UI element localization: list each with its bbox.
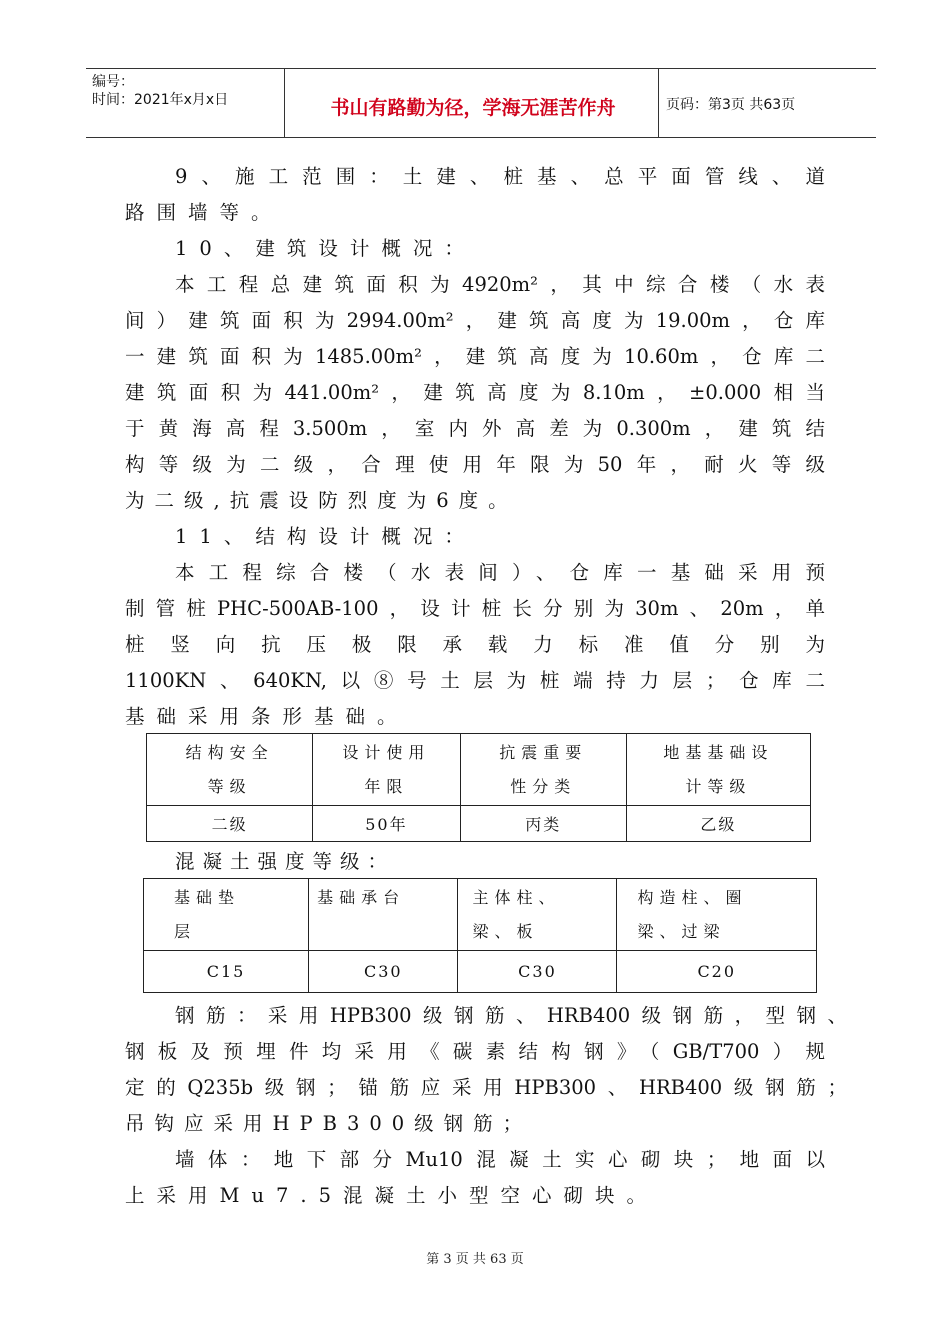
text-line: 钢板及预埋件均采用《碳素结构钢》（GB/T700）规 (125, 1040, 825, 1063)
header-text: 梁、过梁 (637, 922, 726, 941)
table-header-cell (309, 879, 458, 951)
header-divider (284, 69, 285, 137)
header-text: 基础垫 (174, 888, 241, 907)
header-text: 基础承台 (317, 888, 406, 907)
header-meta (92, 73, 228, 109)
serial-label: 编号： (92, 74, 134, 90)
header-text: 地基基础设 (663, 743, 774, 762)
header-text: 设计使用 (342, 743, 431, 762)
table-value-cell: C15 (144, 951, 309, 993)
header-text: 构造柱、圈 (637, 888, 748, 907)
header-motto: 书山有路勤为径，学海无涯苦作舟 (330, 97, 616, 119)
concrete-label: 混凝土强度等级： (175, 850, 396, 873)
table-header-cell (313, 734, 460, 806)
section-heading: 10、建筑设计概况： (175, 237, 476, 260)
header-text: 层 (174, 922, 197, 941)
text-line: 9、施工范围：土建、桩基、总平面管线、道 (175, 165, 825, 188)
header-page-info: 页码：第3页 共63页 (666, 97, 796, 113)
time-label: 时间：2021年x月x日 (92, 92, 229, 108)
concrete-strength-table (143, 878, 817, 993)
table-header-cell (626, 734, 810, 806)
header-text: 梁、板 (472, 922, 539, 941)
text-line: 一建筑面积为1485.00m²，建筑高度为10.60m，仓库二 (125, 345, 825, 368)
text-line: 于黄海高程3.500m，室内外高差为0.300m，建筑结 (125, 417, 825, 440)
table-value-cell: 50年 (313, 806, 460, 842)
section-heading: 11、结构设计概况： (175, 525, 476, 548)
header-text: 等级 (207, 777, 252, 796)
text-line: 钢筋：采用HPB300级钢筋、HRB400级钢筋，型钢、 (175, 1004, 847, 1027)
header-text: 结构安全 (185, 743, 274, 762)
table-header-cell (460, 734, 626, 806)
text-line: 本工程综合楼（水表间）、仓库一基础采用预 (175, 561, 825, 584)
table-header-cell (458, 879, 617, 951)
table-header-cell (147, 734, 313, 806)
text-line: 路围墙等。 (125, 201, 283, 224)
text-line: 建筑面积为441.00m²，建筑高度为8.10m，±0.000相当 (125, 381, 825, 404)
text-line: 制管桩PHC-500AB-100，设计桩长分别为30m、20m，单 (125, 597, 825, 620)
table-value-cell: C20 (617, 951, 817, 993)
header-text: 年限 (364, 777, 409, 796)
table-value-cell: C30 (458, 951, 617, 993)
text-line: 1100KN、640KN,以⑧号土层为桩端持力层；仓库二 (125, 669, 825, 692)
page-header (86, 68, 876, 138)
text-line: 墙体：地下部分Mu10混凝土实心砌块；地面以 (175, 1148, 825, 1171)
text-line: 吊钩应采用HPB300级钢筋； (125, 1112, 533, 1135)
table-header-cell (144, 879, 309, 951)
table-value-cell: C30 (309, 951, 458, 993)
text-line: 间）建筑面积为2994.00m²，建筑高度为19.00m，仓库 (125, 309, 825, 332)
text-line: 为二级,抗震设防烈度为6度。 (125, 489, 518, 512)
header-text: 计等级 (685, 777, 752, 796)
table-header-cell (617, 879, 817, 951)
text-line: 本工程总建筑面积为4920m²，其中综合楼（水表 (175, 273, 825, 296)
page-footer: 第 3 页 共 63 页 (426, 1252, 524, 1267)
text-line: 构等级为二级，合理使用年限为50年，耐火等级 (125, 453, 825, 476)
table-value-cell: 丙类 (460, 806, 626, 842)
text-line: 定的Q235b级钢；锚筋应采用HPB300、HRB400级钢筋； (125, 1076, 847, 1099)
header-text: 抗震重要 (499, 743, 588, 762)
header-text: 主体柱、 (472, 888, 561, 907)
text-line: 上采用Mu7.5混凝土小型空心砌块。 (125, 1184, 659, 1207)
text-line: 基础采用条形基础。 (125, 705, 409, 728)
header-text: 性分类 (510, 777, 577, 796)
table-value-cell: 乙级 (626, 806, 810, 842)
structure-grade-table (146, 733, 811, 842)
text-line: 桩竖向抗压极限承载力标准值分别为 (125, 633, 825, 656)
table-value-cell: 二级 (147, 806, 313, 842)
